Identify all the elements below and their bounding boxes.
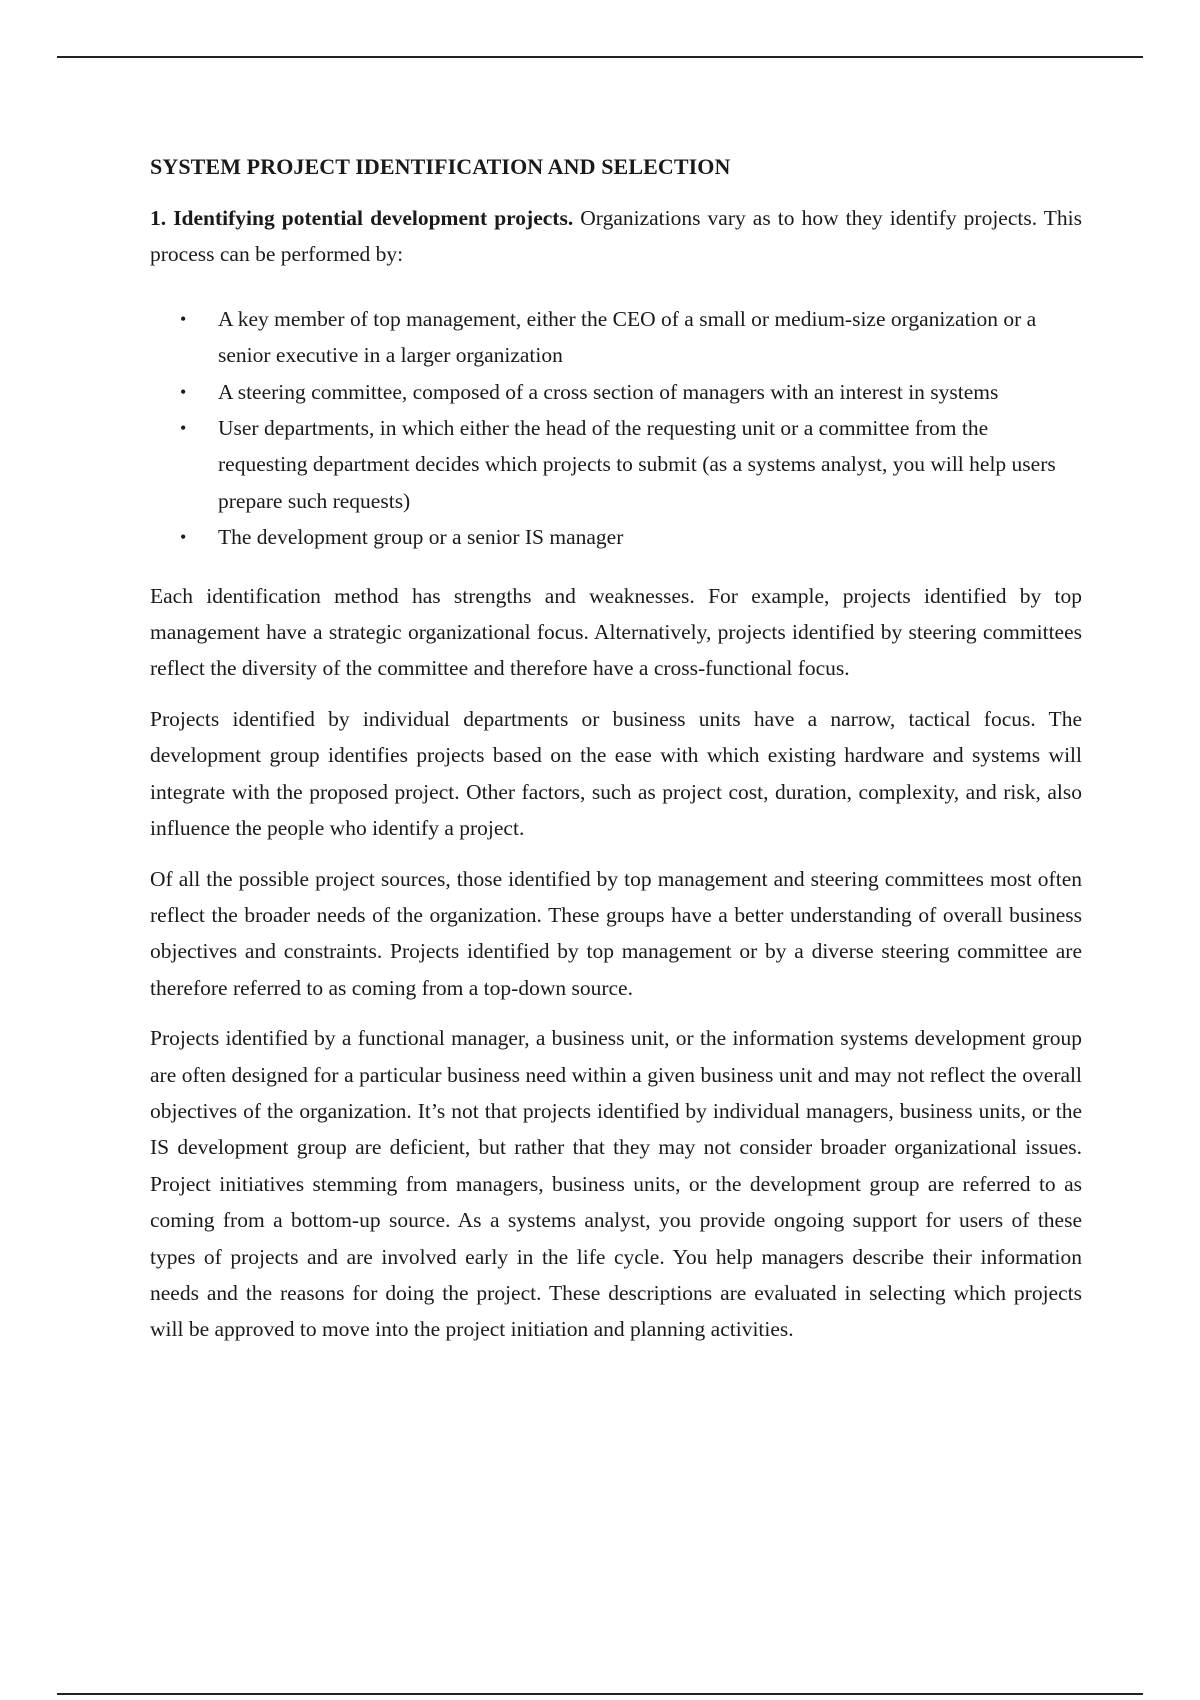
body-paragraph: Projects identified by individual departments or business units have a narrow, tactical focus. The development group identifies projects based on the ease with which existing hardware and systems will integrate with the proposed project. Other factors, such as project cost, duration, complexity, and risk, also influence the people who identify a project. — [150, 706, 1082, 841]
identification-methods-list — [150, 301, 1082, 556]
bullet-icon: • — [180, 527, 187, 548]
intro-text: Organizations vary as to how they identify projects. This process can be performed by: — [150, 206, 1082, 267]
body-paragraph: Of all the possible project sources, those identified by top management and steering committees most often reflect the broader needs of the organization. These groups have a better understanding of overall business objectives and constraints. Projects identified by top management or by a diverse steering committee are therefore referred to as coming from a top-down source. — [150, 866, 1082, 1000]
document-body — [150, 152, 1082, 1362]
list-item-text: User departments, in which either the head of the requesting unit or a committee from the requesting department decides which projects to submit (as a systems analyst, you will help users prepare such requests) — [218, 416, 1056, 513]
bullet-icon: • — [180, 308, 187, 329]
body-paragraph: Each identification method has strengths and weaknesses. For example, projects identified by top management have a strategic organizational focus. Alternatively, projects identified by steering committees reflect the diversity of the committee and therefore have a cross-functional focus. — [150, 583, 1082, 681]
list-item — [150, 519, 1082, 555]
page-top-rule — [57, 56, 1143, 58]
list-item-text: A key member of top management, either the CEO of a small or medium-size organization or a senior executive in a larger organization — [218, 306, 1037, 368]
body-paragraph: Projects identified by a functional manager, a business unit, or the information systems development group are often designed for a particular business need within a given business unit and may not reflect the overall objectives of the organization. It’s not that projects identified by individual managers, business units, or the IS development group are deficient, but rather that they may not consider broader organizational issues. Project initiatives stemming from managers, business units, or the development group are referred to as coming from a bottom-up source. As a systems analyst, you provide ongoing support for users of these types of projects and are involved early in the life cycle. You help managers describe their information needs and the reasons for doing the project. These descriptions are evaluated in selecting which projects will be approved to move into the project initiation and planning activities. — [150, 1026, 1082, 1342]
page-bottom-rule — [57, 1693, 1143, 1695]
list-item — [150, 410, 1082, 519]
bullet-icon: • — [180, 418, 187, 439]
list-item — [150, 301, 1082, 374]
list-item-text: The development group or a senior IS manager — [218, 525, 624, 550]
bullet-icon: • — [180, 381, 187, 402]
list-item-text: A steering committee, composed of a cross section of managers with an interest in systems — [218, 379, 999, 404]
document-title: SYSTEM PROJECT IDENTIFICATION AND SELECTION — [150, 154, 731, 179]
intro-paragraph — [150, 200, 1082, 273]
intro-lead: 1. Identifying potential development projects. — [150, 206, 574, 230]
list-item — [150, 374, 1082, 410]
